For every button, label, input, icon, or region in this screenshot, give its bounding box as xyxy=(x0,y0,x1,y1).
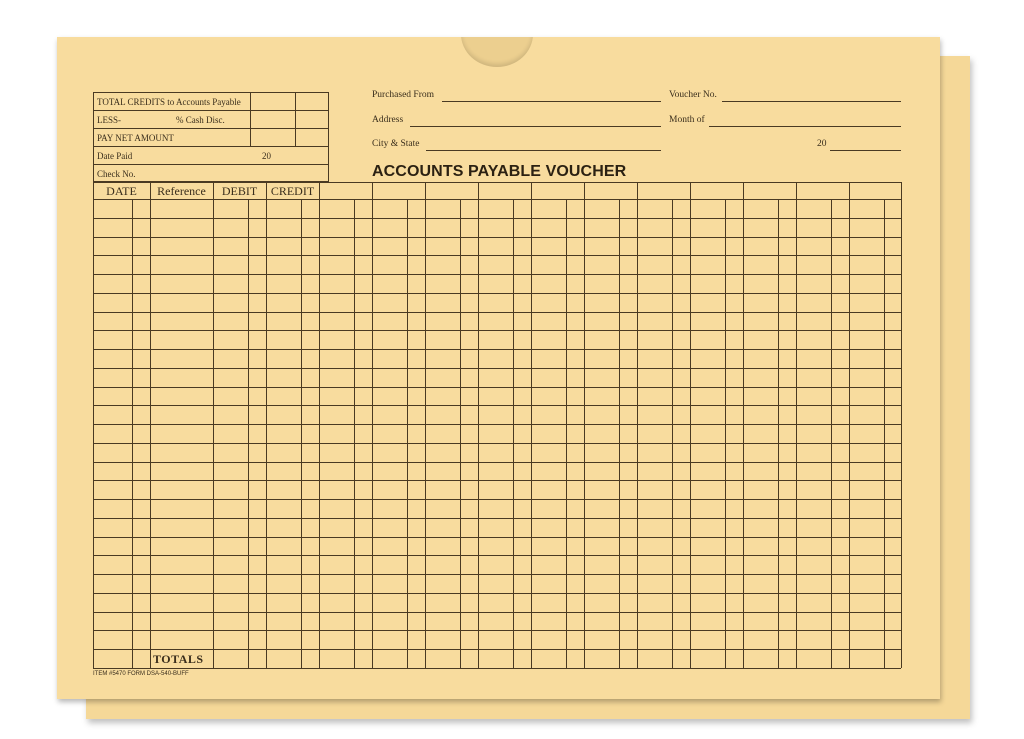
ledger-column-rule xyxy=(213,182,214,668)
ledger-column-rule xyxy=(319,182,320,668)
ledger-row-rule xyxy=(93,612,901,613)
ledger-column-rule xyxy=(637,182,638,668)
ledger-column-rule xyxy=(743,182,744,668)
ledger-row-rule xyxy=(93,630,901,631)
summary-check-no-row xyxy=(94,165,328,183)
ledger-subcolumn-rule xyxy=(566,199,567,668)
ledger-row-rule xyxy=(93,387,901,388)
ledger-subcolumn-rule xyxy=(248,199,249,668)
year-prefix-label: 20 xyxy=(817,139,827,149)
ledger-row-rule xyxy=(93,649,901,650)
ledger-subcolumn-rule xyxy=(725,199,726,668)
check-no-label: Check No. xyxy=(97,169,136,179)
ledger-row-rule xyxy=(93,349,901,350)
ledger-subcolumn-rule xyxy=(354,199,355,668)
summary-date-paid-row xyxy=(94,147,328,165)
ledger-row-rule xyxy=(93,499,901,500)
voucher-envelope xyxy=(57,37,940,699)
ledger-column-rule xyxy=(425,182,426,668)
ledger-column-rule xyxy=(796,182,797,668)
ledger-row-rule xyxy=(93,462,901,463)
debit-column-header: DEBIT xyxy=(221,184,258,198)
ledger-subcolumn-rule xyxy=(778,199,779,668)
summary-pay-net-row xyxy=(94,129,328,147)
month-of-label: Month of xyxy=(669,115,705,125)
ledger-row-rule xyxy=(93,574,901,575)
pay-net-label: PAY NET AMOUNT xyxy=(97,133,174,143)
date-column-header: DATE xyxy=(106,184,137,198)
ledger-column-rule xyxy=(849,182,850,668)
ledger-column-rule xyxy=(690,182,691,668)
summary-divider xyxy=(94,110,328,111)
summary-column-divider xyxy=(295,93,296,147)
ledger-column-rule xyxy=(372,182,373,668)
city-state-label: City & State xyxy=(372,139,420,149)
total-credits-label: TOTAL CREDITS to Accounts Payable xyxy=(97,97,241,107)
ledger-column-rule xyxy=(478,182,479,668)
ledger-column-rule xyxy=(150,182,151,668)
credit-column-header: CREDIT xyxy=(270,184,315,198)
ledger-column-rule xyxy=(531,182,532,668)
ledger-row-rule xyxy=(93,480,901,481)
ledger-row-rule xyxy=(93,274,901,275)
purchased-from-line[interactable] xyxy=(442,101,661,102)
date-paid-year: 20 xyxy=(262,151,271,161)
form-title: ACCOUNTS PAYABLE VOUCHER xyxy=(372,163,627,180)
less-label: LESS- xyxy=(97,115,122,125)
summary-column-divider xyxy=(250,93,251,147)
ledger-row-rule xyxy=(93,443,901,444)
ledger-row-rule xyxy=(93,405,901,406)
ledger-column-rule xyxy=(584,182,585,668)
thumb-cut-notch xyxy=(461,37,533,67)
city-state-line[interactable] xyxy=(426,150,661,151)
ledger-column-rule xyxy=(93,182,94,668)
ledger-subcolumn-rule xyxy=(619,199,620,668)
ledger-row-rule xyxy=(93,237,901,238)
ledger-subcolumn-rule xyxy=(831,199,832,668)
ledger-row-rule xyxy=(93,255,901,256)
ledger-row-rule xyxy=(93,537,901,538)
ledger-row-rule xyxy=(93,312,901,313)
ledger-row-rule xyxy=(93,424,901,425)
summary-total-credits-row xyxy=(94,93,328,111)
ledger-subcolumn-rule xyxy=(884,199,885,668)
address-line[interactable] xyxy=(410,126,661,127)
ledger-row-rule xyxy=(93,555,901,556)
ledger-subcolumn-rule xyxy=(513,199,514,668)
summary-divider xyxy=(94,164,328,165)
date-paid-label: Date Paid xyxy=(97,151,133,161)
totals-label: TOTALS xyxy=(153,652,204,666)
purchased-from-label: Purchased From xyxy=(372,90,435,100)
payment-summary-box xyxy=(93,92,329,182)
address-label: Address xyxy=(372,115,404,125)
year-line[interactable] xyxy=(830,150,901,151)
ledger-column-rule xyxy=(901,182,902,668)
ledger-row-rule xyxy=(93,293,901,294)
ledger-subcolumn-rule xyxy=(672,199,673,668)
ledger-column-rule xyxy=(266,182,267,668)
ledger-top-rule xyxy=(93,182,901,183)
cash-disc-label: % Cash Disc. xyxy=(176,115,225,125)
ledger-row-rule xyxy=(93,593,901,594)
ledger-row-rule xyxy=(93,668,901,669)
ledger-subcolumn-rule xyxy=(132,199,133,668)
ledger-row-rule xyxy=(93,330,901,331)
month-of-line[interactable] xyxy=(709,126,901,127)
voucher-no-line[interactable] xyxy=(722,101,901,102)
summary-divider xyxy=(94,146,328,147)
ledger-subcolumn-rule xyxy=(407,199,408,668)
ledger-row-rule xyxy=(93,518,901,519)
ledger-subcolumn-rule xyxy=(301,199,302,668)
ledger-header-rule xyxy=(93,199,901,200)
summary-less-row xyxy=(94,111,328,129)
ledger-subcolumn-rule xyxy=(460,199,461,668)
reference-column-header: Reference xyxy=(157,184,206,198)
item-code: ITEM #5470 FORM DSA-540-BUFF xyxy=(93,671,189,677)
summary-divider xyxy=(94,128,328,129)
voucher-no-label: Voucher No. xyxy=(669,90,717,100)
ledger-row-rule xyxy=(93,368,901,369)
ledger-row-rule xyxy=(93,218,901,219)
